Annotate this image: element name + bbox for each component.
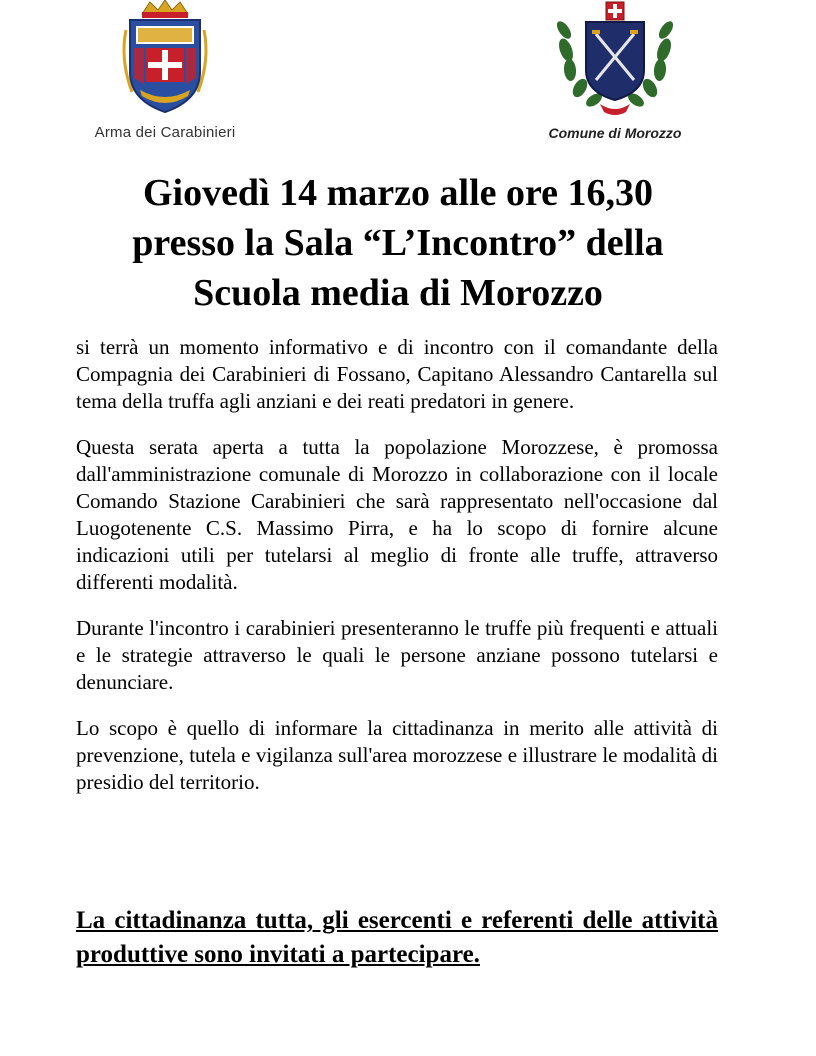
morozzo-caption: Comune di Morozzo (548, 125, 682, 141)
event-description (76, 334, 718, 815)
carabinieri-crest-icon (118, 0, 212, 118)
paragraph-purpose: Lo scopo è quello di informare la cittadinanza in merito alle attività di prevenzione, tutela e vigilanza sull'area morozzese e illustrare le modalità di presidio del territorio. (76, 716, 718, 794)
event-headline (60, 168, 736, 318)
invitation-closing: La cittadinanza tutta, gli esercenti e referenti delle attività produttive sono invitati a partecipare. (76, 907, 718, 968)
morozzo-coat-of-arms-icon (552, 0, 678, 118)
carabinieri-caption: Arma dei Carabinieri (94, 124, 236, 141)
headline-line-2: presso la Sala “L’Incontro” della (132, 222, 664, 264)
headline-line-3: Scuola media di Morozzo (193, 272, 603, 314)
headline-line-1: Giovedì 14 marzo alle ore 16,30 (142, 172, 654, 214)
carabinieri-logo (80, 0, 250, 150)
paragraph-intro: si terrà un momento informativo e di incontro con il comandante della Compagnia dei Carabinieri di Fossano, Capitano Alessandro Cantarella sul tema della truffa agli anziani e dei reati predatori in genere. (76, 335, 718, 413)
morozzo-logo (530, 0, 700, 150)
paragraph-promotion: Questa serata aperta a tutta la popolazione Morozzese, è promossa dall'amministrazione comunale di Morozzo in collaborazione con il locale Comando Stazione Carabinieri che sarà rappresentato nell'occasione dal Luogotenente C.S. Massimo Pirra, e ha lo scopo di fornire alcune indicazioni utili per tutelarsi al meglio di fronte alle truffe, attraverso differenti modalità. (76, 435, 718, 594)
paragraph-program: Durante l'incontro i carabinieri presenteranno le truffe più frequenti e attuali e le strategie attraverso le quali le persone anziane possono tutelarsi e denunciare. (76, 616, 718, 694)
